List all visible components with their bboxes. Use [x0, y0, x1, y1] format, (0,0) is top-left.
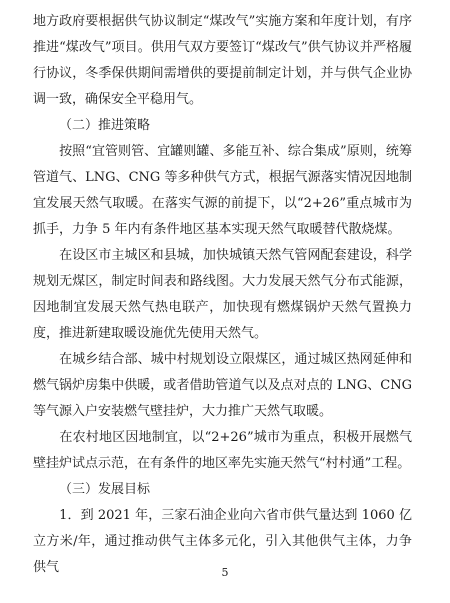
section-heading-strategy: （二）推进策略 — [59, 118, 151, 133]
section-heading-goals: （三）发展目标 — [59, 482, 151, 497]
paragraph-urban-areas: 在设区市主城区和县城，加快城镇天然气管网配套建设，科学规划无煤区，制定时间表和路线图。大力发展天然气分布式能源，因地制宜发展天然气热电联产，加快现有燃煤锅炉天然气置换力度，推进新建取暖设施优先使用天然气。 — [33, 248, 412, 341]
page-number: 5 — [221, 566, 229, 579]
paragraph-rural-areas: 在农村地区因地制宜，以“2+26”城市为重点，积极开展燃气壁挂炉试点示范，在有条件的地区率先实施天然气“村村通”工程。 — [33, 430, 412, 471]
paragraph-gas-agreement: 地方政府要根据供气协议制定“煤改气”实施方案和年度计划，有序推进“煤改气”项目。供用气双方要签订“煤改气”供气协议并严格履行协议，冬季保供期间需增供的要提前制定计划，并与供气企业协调一致，确保安全平稳用气。 — [33, 14, 412, 107]
paragraph-suburban-areas: 在城乡结合部、城中村规划设立限煤区，通过城区热网延伸和燃气锅炉房集中供暖，或者借助管道气以及点对点的 LNG、CNG 等气源入户安装燃气壁挂炉，大力推广天然气取暖。 — [33, 352, 412, 419]
paragraph-strategy-principles: 按照“宜管则管、宜罐则罐、多能互补、综合集成”原则，统筹管道气、LNG、CNG 等多种供气方式，根据气源落实情况因地制宜发展天然气取暖。在落实气源的前提下，以“2+26”重点城市为抓手，力争 5 年内有条件地区基本实现天然气取暖替代散烧煤。 — [33, 144, 412, 237]
paragraph-goal-2021: 1．到 2021 年，三家石油企业向六省市供气量达到 1060 亿立方米/年，通过推动供气主体多元化，引入其他供气主体，力争供气 — [33, 508, 412, 575]
